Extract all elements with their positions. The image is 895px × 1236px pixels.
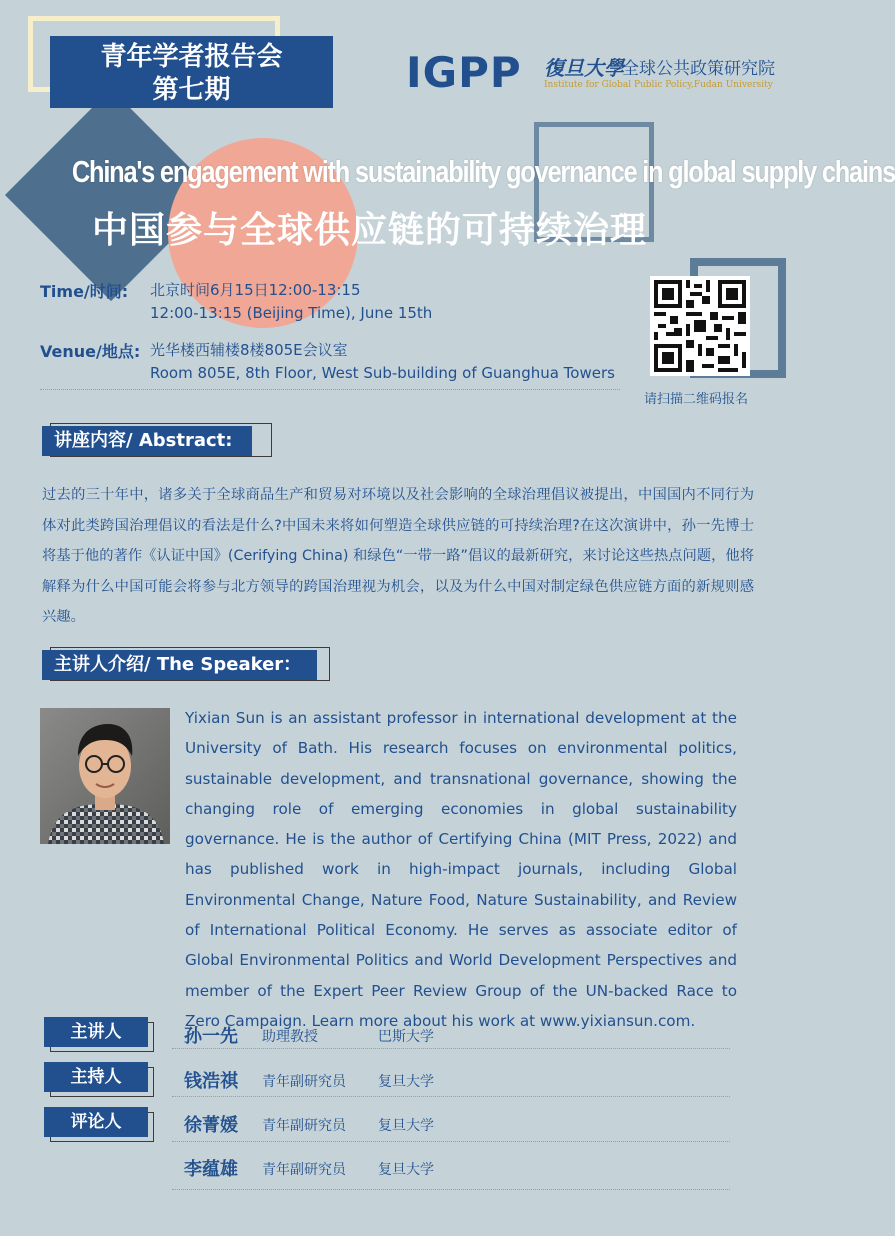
qr-code-icon[interactable] bbox=[650, 276, 750, 376]
series-badge bbox=[50, 36, 333, 108]
time-chinese: 北京时间6月15日12:00-13:15 bbox=[150, 281, 361, 299]
person-name: 钱浩祺 bbox=[184, 1071, 238, 1092]
title-english: China's engagement with sustainability governance in global supply chains bbox=[71, 154, 895, 189]
person-title: 青年副研究员 bbox=[262, 1118, 346, 1134]
logo-seal: 復旦大學 bbox=[544, 56, 624, 80]
role-label: 主讲人 bbox=[44, 1017, 148, 1047]
speaker-portrait bbox=[40, 708, 170, 844]
row-divider bbox=[172, 1189, 730, 1190]
person-name: 李蕴雄 bbox=[184, 1159, 238, 1180]
person-affiliation: 复旦大学 bbox=[378, 1118, 434, 1134]
badge-line-1: 青年学者报告会 bbox=[100, 42, 283, 72]
info-divider bbox=[40, 389, 620, 390]
speaker-heading-label: 主讲人介绍/ The Speaker： bbox=[42, 650, 317, 680]
time-label: Time/时间: bbox=[40, 282, 129, 301]
abstract-text: 过去的三十年中，诸多关于全球商品生产和贸易对环境以及社会影响的全球治理倡议被提出，中国国内不同行为体对此类跨国治理倡议的看法是什么?中国未来将如何塑造全球供应链的可持续治理?在这次演讲中，孙一先博士将基于他的著作《认证中国》(Cerifying China) 和绿色“一带一路”倡议的最新研究，来讨论这些热点问题，他将解释为什么中国可能会将参与北方领导的跨国治理视为机会，以及为什么中国对制定绿色供应链方面的新规则感兴趣。 bbox=[42, 487, 754, 625]
person-title: 助理教授 bbox=[262, 1029, 318, 1045]
role-label: 主持人 bbox=[44, 1062, 148, 1092]
title-chinese: 中国参与全球供应链的可持续治理 bbox=[92, 210, 648, 251]
person-affiliation: 巴斯大学 bbox=[378, 1029, 434, 1045]
speaker-bio: Yixian Sun is an assistant professor in international development at the University of Bath. His research focuses on environmental politics, sustainable development, and transnational governance, showing the changing role of emerging economies in global sustainability governance. He is the author of Certifying China (MIT Press, 2022) and has published work in high-impact journals, including Global Environmental Change, Nature Food, Nature Sustainability, and Review of International Political Economy. He serves as associate editor of Global Environmental Politics and World Development Perspectives and member of the Expert Peer Review Group of the UN-backed Race to Zero Campaign. Learn more about his work at www.yixiansun.com. bbox=[185, 709, 737, 1030]
row-divider bbox=[172, 1048, 730, 1049]
person-title: 青年副研究员 bbox=[262, 1162, 346, 1178]
person-name: 孙一先 bbox=[184, 1026, 238, 1047]
row-divider bbox=[172, 1141, 730, 1142]
speaker-photo bbox=[40, 708, 170, 844]
time-english: 12:00-13:15 (Beijing Time), June 15th bbox=[150, 304, 433, 322]
person-affiliation: 复旦大学 bbox=[378, 1074, 434, 1090]
logo-mark: IGPP bbox=[406, 48, 522, 97]
logo-subtitle: Institute for Global Public Policy,Fudan University bbox=[544, 80, 773, 90]
venue-chinese: 光华楼西辅楼8楼805E会议室 bbox=[150, 341, 348, 359]
person-affiliation: 复旦大学 bbox=[378, 1162, 434, 1178]
person-name: 徐菁媛 bbox=[184, 1115, 238, 1136]
person-title: 青年副研究员 bbox=[262, 1074, 346, 1090]
venue-english: Room 805E, 8th Floor, West Sub-building of Guanghua Towers bbox=[150, 364, 615, 382]
qr-code-graphic bbox=[650, 276, 750, 376]
venue-label: Venue/地点: bbox=[40, 342, 141, 361]
row-divider bbox=[172, 1096, 730, 1097]
role-badge-speaker bbox=[44, 1017, 148, 1047]
badge-line-2: 第七期 bbox=[152, 75, 231, 105]
qr-caption: 请扫描二维码报名 bbox=[644, 392, 749, 407]
abstract-heading-label: 讲座内容/ Abstract: bbox=[42, 426, 252, 456]
logo-institute-name: 全球公共政策研究院 bbox=[622, 59, 775, 79]
role-label: 评论人 bbox=[44, 1107, 148, 1137]
role-badge-discussant bbox=[44, 1107, 148, 1137]
role-badge-host bbox=[44, 1062, 148, 1092]
